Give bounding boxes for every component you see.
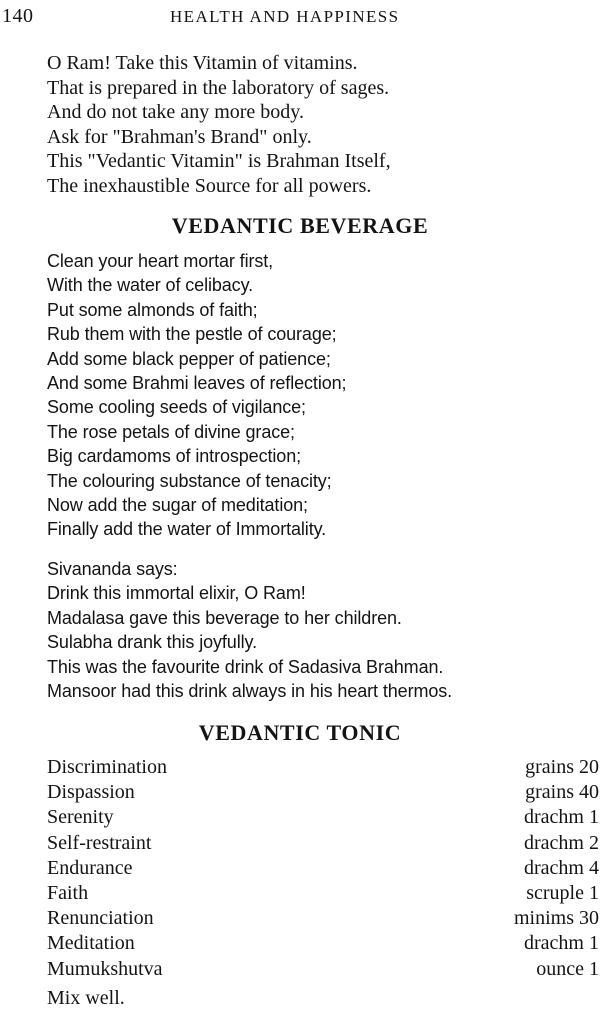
ingredient-row [47, 780, 599, 805]
says-line: Sulabha drank this joyfully. [47, 632, 257, 653]
tonic-ingredients [47, 755, 599, 982]
ingredient-dose: drachm 1 [524, 932, 599, 955]
closing-instruction: Mix well. [47, 987, 125, 1009]
ingredient-row [47, 805, 599, 830]
ingredient-name: Renunciation [47, 907, 154, 930]
tonic-heading: VEDANTIC TONIC [198, 720, 402, 745]
ingredient-row [47, 906, 599, 931]
verse-line: The inexhaustible Source for all powers. [47, 174, 372, 197]
vitamin-verse [47, 51, 587, 198]
ingredient-dose: minims 30 [513, 907, 599, 930]
ingredient-dose: scruple 1 [526, 882, 599, 905]
ingredient-name: Mumukshutva [47, 957, 163, 980]
ingredient-dose: ounce 1 [536, 957, 599, 980]
says-line: Mansoor had this drink always in his heart thermos. [47, 681, 453, 702]
page-number: 140 [2, 5, 34, 27]
recipe-line: Rub them with the pestle of courage; [47, 324, 337, 345]
ingredient-name: Endurance [47, 856, 133, 879]
ingredient-name: Faith [47, 882, 89, 905]
ingredient-name: Discrimination [47, 756, 167, 779]
ingredient-row [47, 931, 599, 956]
beverage-recipe [47, 249, 587, 542]
recipe-line: With the water of celibacy. [47, 275, 254, 296]
ingredient-dose: drachm 4 [524, 856, 599, 879]
ingredient-row [47, 856, 599, 881]
verse-line: That is prepared in the laboratory of sages. [47, 76, 390, 99]
ingredient-dose: grains 40 [525, 781, 599, 804]
recipe-line: Some cooling seeds of vigilance; [47, 397, 306, 418]
says-line: This was the favourite drink of Sadasiva Brahman. [47, 656, 444, 677]
ingredient-dose: grains 20 [525, 756, 599, 779]
beverage-heading: VEDANTIC BEVERAGE [171, 213, 429, 238]
ingredient-row [47, 755, 599, 780]
ingredient-name: Dispassion [47, 781, 135, 804]
running-head [0, 4, 600, 28]
recipe-line: Clean your heart mortar first, [47, 251, 274, 271]
verse-line: O Ram! Take this Vitamin of vitamins. [47, 52, 358, 74]
ingredient-name: Self-restraint [47, 831, 152, 854]
verse-line: Ask for "Brahman's Brand" only. [47, 125, 312, 148]
ingredient-row [47, 881, 599, 906]
ingredient-dose: drachm 1 [524, 806, 599, 829]
recipe-line: Add some black pepper of patience; [47, 348, 331, 369]
recipe-line: Now add the sugar of meditation; [47, 495, 308, 516]
says-line: Drink this immortal elixir, O Ram! [47, 583, 306, 604]
recipe-line: Finally add the water of Immortality. [47, 519, 327, 540]
ingredient-row [47, 831, 599, 856]
verse-line: This "Vedantic Vitamin" is Brahman Itself, [47, 150, 391, 172]
says-line: Sivananda says: [47, 559, 178, 579]
recipe-line: The colouring substance of tenacity; [47, 470, 332, 491]
ingredient-name: Meditation [47, 932, 135, 955]
ingredient-dose: drachm 2 [524, 831, 599, 854]
running-title: HEALTH AND HAPPINESS [170, 7, 400, 26]
recipe-line: And some Brahmi leaves of reflection; [47, 373, 347, 394]
recipe-line: The rose petals of divine grace; [47, 421, 295, 442]
says-line: Madalasa gave this beverage to her children. [47, 607, 402, 628]
verse-line: And do not take any more body. [47, 101, 304, 123]
recipe-line: Big cardamoms of introspection; [47, 446, 302, 467]
ingredient-row [47, 957, 599, 982]
ingredient-name: Serenity [47, 806, 114, 829]
sivananda-says [47, 557, 587, 703]
recipe-line: Put some almonds of faith; [47, 299, 258, 320]
